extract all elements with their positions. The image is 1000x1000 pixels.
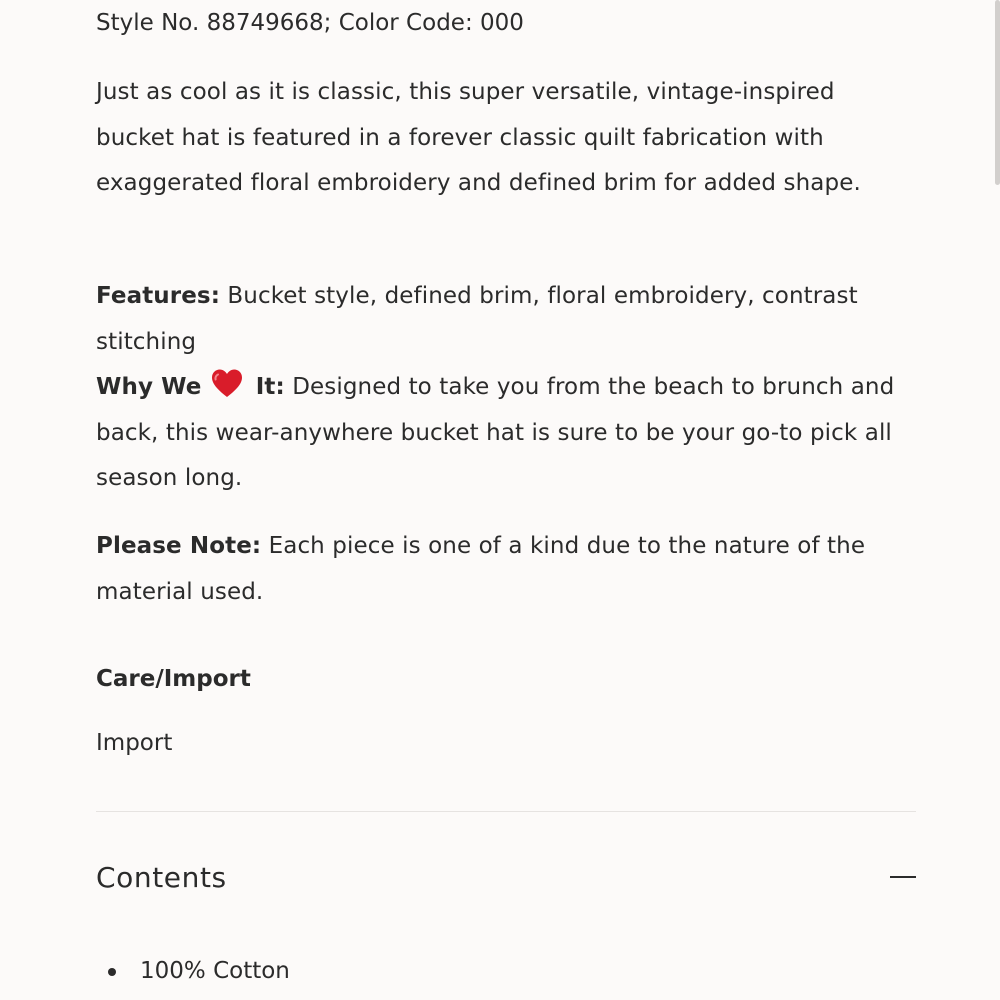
care-import-value: Import: [96, 730, 173, 756]
scrollbar[interactable]: [995, 0, 1000, 185]
contents-list: [96, 952, 290, 990]
why-we-love-it-paragraph: [96, 365, 916, 502]
product-description: Just as cool as it is classic, this super versatile, vintage-inspired bucket hat is featured in a forever classic quilt fabrication with exaggerated floral embroidery and defined brim for added shape.: [96, 79, 861, 196]
note-label: Please Note:: [96, 533, 262, 559]
list-item: [96, 952, 290, 990]
contents-accordion-toggle[interactable]: [96, 856, 916, 900]
bullet-icon: [108, 968, 116, 976]
care-import-heading: Care/Import: [96, 666, 251, 692]
note-text: Each piece is one of a kind due to the nature of the material used.: [96, 533, 866, 605]
why-text: Designed to take you from the beach to brunch and back, this wear-anywhere bucket hat is sure to be your go-to pick all season long.: [96, 374, 895, 491]
please-note-paragraph: [96, 524, 916, 615]
why-label-end: It:: [247, 374, 285, 400]
features-paragraph: [96, 274, 916, 365]
contents-item-text: 100% Cotton: [140, 958, 290, 984]
minus-icon[interactable]: [890, 876, 916, 878]
features-text: Bucket style, defined brim, floral embroidery, contrast stitching: [96, 283, 858, 355]
red-heart-icon: [210, 367, 244, 401]
style-number: Style No. 88749668; Color Code: 000: [96, 10, 524, 36]
contents-heading: Contents: [96, 861, 227, 894]
features-label: Features:: [96, 283, 220, 309]
why-label-start: Why We: [96, 374, 210, 400]
section-divider: [96, 811, 916, 812]
